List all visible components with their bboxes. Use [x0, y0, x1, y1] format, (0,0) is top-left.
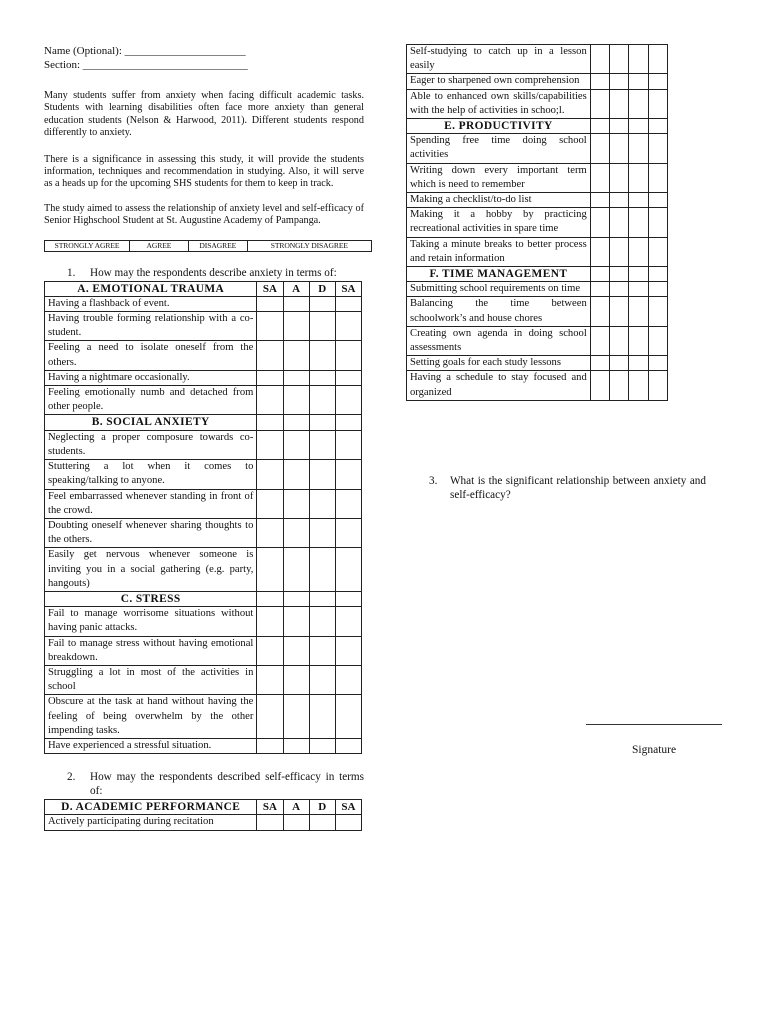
header-blank-cell: [335, 415, 361, 430]
rating-cell[interactable]: [610, 356, 629, 371]
item-text: Making a checklist/to-do list: [407, 193, 591, 208]
rating-cell[interactable]: [283, 738, 309, 753]
col-header-sa: SA: [257, 800, 283, 815]
rating-cell[interactable]: [610, 326, 629, 355]
rating-cell[interactable]: [335, 460, 361, 489]
rating-cell[interactable]: [309, 312, 335, 341]
col-header-sa: SA: [335, 800, 361, 815]
item-text: Having a nightmare occasionally.: [45, 370, 257, 385]
item-text: Having a schedule to stay focused and organized: [407, 371, 591, 400]
section-header-row: [407, 267, 668, 282]
table-row: [45, 665, 362, 694]
rating-cell[interactable]: [283, 548, 309, 592]
table-row: [45, 548, 362, 592]
rating-cell[interactable]: [590, 134, 609, 163]
rating-cell[interactable]: [283, 665, 309, 694]
rating-cell[interactable]: [257, 430, 283, 459]
header-blank-cell: [629, 119, 648, 134]
item-text: Feeling emotionally numb and detached from other people.: [45, 386, 257, 415]
rating-cell[interactable]: [335, 695, 361, 739]
item-text: Have experienced a stressful situation.: [45, 738, 257, 753]
signature-label: Signature: [632, 744, 677, 756]
scale-strongly-agree: STRONGLY AGREE: [45, 240, 130, 251]
rating-cell[interactable]: [335, 296, 361, 311]
question-text: How may the respondents describe anxiety in terms of:: [90, 266, 337, 279]
item-text: Spending free time doing school activities: [407, 134, 591, 163]
table-row: [407, 193, 668, 208]
header-blank-cell: [309, 415, 335, 430]
rating-cell[interactable]: [283, 296, 309, 311]
rating-cell[interactable]: [629, 193, 648, 208]
name-field-label: Name (Optional): ______________________: [44, 45, 246, 57]
rating-cell[interactable]: [335, 370, 361, 385]
rating-cell[interactable]: [590, 326, 609, 355]
anxiety-rating-table: [44, 281, 362, 755]
rating-cell[interactable]: [283, 607, 309, 636]
table-row: [407, 237, 668, 266]
rating-cell[interactable]: [283, 695, 309, 739]
rating-cell[interactable]: [629, 282, 648, 297]
rating-cell[interactable]: [629, 297, 648, 326]
header-blank-cell: [309, 591, 335, 606]
section-title-time-management: F. TIME MANAGEMENT: [407, 267, 591, 282]
rating-cell[interactable]: [610, 163, 629, 192]
scale-disagree: DISAGREE: [188, 240, 247, 251]
rating-cell[interactable]: [610, 297, 629, 326]
self-efficacy-table-part-2: [406, 44, 668, 401]
table-row: [407, 45, 668, 74]
table-row: [45, 738, 362, 753]
rating-cell[interactable]: [590, 282, 609, 297]
rating-cell[interactable]: [257, 607, 283, 636]
header-blank-cell: [629, 267, 648, 282]
table-row: [45, 370, 362, 385]
rating-cell[interactable]: [590, 356, 609, 371]
rating-cell[interactable]: [629, 134, 648, 163]
table-row: [45, 296, 362, 311]
rating-cell[interactable]: [257, 489, 283, 518]
header-blank-cell: [257, 591, 283, 606]
rating-cell[interactable]: [309, 518, 335, 547]
item-text: Obscure at the task at hand without having the feeling of being overwhelm by the other impending tasks.: [45, 695, 257, 739]
section-header-row: [45, 591, 362, 606]
header-blank-cell: [590, 119, 609, 134]
item-text: Feel embarrassed whenever standing in front of the crowd.: [45, 489, 257, 518]
rating-cell[interactable]: [648, 134, 667, 163]
rating-cell[interactable]: [335, 518, 361, 547]
rating-cell[interactable]: [610, 237, 629, 266]
question-text: What is the significant relationship between anxiety and self-efficacy?: [450, 475, 706, 501]
rating-cell[interactable]: [309, 738, 335, 753]
rating-cell[interactable]: [629, 356, 648, 371]
rating-cell[interactable]: [257, 636, 283, 665]
rating-cell[interactable]: [309, 815, 335, 830]
item-text: Feeling a need to isolate oneself from the others.: [45, 341, 257, 370]
rating-cell[interactable]: [610, 134, 629, 163]
col-header-a: A: [283, 800, 309, 815]
rating-cell[interactable]: [590, 45, 609, 74]
rating-cell[interactable]: [590, 237, 609, 266]
rating-cell[interactable]: [335, 430, 361, 459]
table-row: [407, 74, 668, 89]
intro-paragraph-1: Many students suffer from anxiety when facing difficult academic tasks. Students with learning disabilities often face more anxiety than general education students (Nelson & Harwood, 2011). Different students respond differently to anxiety.: [44, 90, 364, 139]
rating-cell[interactable]: [648, 74, 667, 89]
rating-cell[interactable]: [610, 74, 629, 89]
rating-cell[interactable]: [610, 193, 629, 208]
header-blank-cell: [648, 119, 667, 134]
self-efficacy-table-part-1: [44, 799, 362, 830]
item-text: Struggling a lot in most of the activities in school: [45, 665, 257, 694]
rating-cell[interactable]: [257, 460, 283, 489]
rating-cell[interactable]: [648, 371, 667, 400]
rating-cell[interactable]: [257, 312, 283, 341]
item-text: Neglecting a proper composure towards co-students.: [45, 430, 257, 459]
section-header-row: [45, 281, 362, 296]
table-row: [407, 208, 668, 237]
col-header-sa: SA: [335, 281, 361, 296]
rating-cell[interactable]: [309, 665, 335, 694]
header-blank-cell: [283, 415, 309, 430]
section-title-academic-performance: D. ACADEMIC PERFORMANCE: [45, 800, 257, 815]
question-text: How may the respondents described self-efficacy in terms of:: [90, 771, 364, 798]
rating-cell[interactable]: [309, 607, 335, 636]
rating-cell[interactable]: [257, 370, 283, 385]
rating-cell[interactable]: [335, 607, 361, 636]
table-row: [45, 489, 362, 518]
rating-cell[interactable]: [283, 430, 309, 459]
rating-cell[interactable]: [283, 386, 309, 415]
rating-cell[interactable]: [648, 89, 667, 118]
table-row: [407, 297, 668, 326]
item-text: Able to enhanced own skills/capabilities with the help of activities in schoo;l.: [407, 89, 591, 118]
rating-cell[interactable]: [309, 695, 335, 739]
rating-cell[interactable]: [283, 341, 309, 370]
item-text: Having trouble forming relationship with a co-student.: [45, 312, 257, 341]
rating-cell[interactable]: [335, 489, 361, 518]
question-2: [44, 770, 364, 798]
rating-cell[interactable]: [610, 282, 629, 297]
rating-cell[interactable]: [590, 163, 609, 192]
col-header-d: D: [309, 281, 335, 296]
rating-cell[interactable]: [590, 297, 609, 326]
rating-cell[interactable]: [629, 45, 648, 74]
rating-cell[interactable]: [257, 738, 283, 753]
rating-cell[interactable]: [335, 341, 361, 370]
table-row: [45, 460, 362, 489]
rating-cell[interactable]: [335, 636, 361, 665]
rating-cell[interactable]: [590, 74, 609, 89]
rating-cell[interactable]: [283, 312, 309, 341]
table-row: [407, 163, 668, 192]
rating-cell[interactable]: [610, 371, 629, 400]
table-row: [407, 326, 668, 355]
scale-agree: AGREE: [130, 240, 189, 251]
rating-cell[interactable]: [648, 282, 667, 297]
table-row: [45, 815, 362, 830]
intro-paragraph-2: There is a significance in assessing this study, it will provide the students information, techniques and recommendation in studying. Also, it will serve as a heads up for the upcoming SHS students for them to keep in track.: [44, 153, 364, 190]
rating-cell[interactable]: [629, 74, 648, 89]
rating-cell[interactable]: [309, 548, 335, 592]
rating-cell[interactable]: [309, 489, 335, 518]
table-row: [45, 695, 362, 739]
table-row: [45, 341, 362, 370]
rating-cell[interactable]: [590, 89, 609, 118]
rating-cell[interactable]: [335, 815, 361, 830]
rating-cell[interactable]: [629, 237, 648, 266]
header-blank-cell: [283, 591, 309, 606]
header-blank-cell: [590, 267, 609, 282]
rating-cell[interactable]: [309, 460, 335, 489]
header-blank-cell: [610, 119, 629, 134]
rating-cell[interactable]: [648, 45, 667, 74]
rating-cell[interactable]: [257, 341, 283, 370]
rating-cell[interactable]: [309, 341, 335, 370]
rating-cell[interactable]: [648, 237, 667, 266]
rating-cell[interactable]: [257, 548, 283, 592]
table-row: [45, 636, 362, 665]
rating-cell[interactable]: [648, 356, 667, 371]
signature-line[interactable]: [586, 724, 722, 725]
item-text: Stuttering a lot when it comes to speaking/talking to anyone.: [45, 460, 257, 489]
rating-cell[interactable]: [309, 386, 335, 415]
rating-cell[interactable]: [648, 297, 667, 326]
header-blank-cell: [257, 415, 283, 430]
question-number: 1.: [67, 266, 76, 279]
rating-cell[interactable]: [257, 518, 283, 547]
question-number: 3.: [429, 475, 438, 487]
rating-cell[interactable]: [629, 208, 648, 237]
left-column: [44, 44, 364, 831]
item-text: Actively participating during recitation: [45, 815, 257, 830]
rating-cell[interactable]: [309, 370, 335, 385]
table-row: [407, 134, 668, 163]
rating-cell[interactable]: [590, 371, 609, 400]
rating-cell[interactable]: [283, 489, 309, 518]
section-header-row: [407, 119, 668, 134]
item-text: Balancing the time between schoolwork’s and house chores: [407, 297, 591, 326]
rating-cell[interactable]: [335, 738, 361, 753]
section-field-label: Section: ______________________________: [44, 59, 248, 71]
rating-cell[interactable]: [648, 326, 667, 355]
rating-cell[interactable]: [648, 193, 667, 208]
table-row: [407, 282, 668, 297]
rating-cell[interactable]: [283, 370, 309, 385]
rating-cell[interactable]: [309, 636, 335, 665]
item-text: Fail to manage stress without having emotional breakdown.: [45, 636, 257, 665]
header-blank-cell: [335, 591, 361, 606]
rating-cell[interactable]: [629, 371, 648, 400]
section-title-stress: C. STRESS: [45, 591, 257, 606]
rating-cell[interactable]: [629, 326, 648, 355]
rating-cell[interactable]: [283, 518, 309, 547]
rating-cell[interactable]: [309, 430, 335, 459]
item-text: Eager to sharpened own comprehension: [407, 74, 591, 89]
table-row: [407, 371, 668, 400]
item-text: Self-studying to catch up in a lesson easily: [407, 45, 591, 74]
header-blank-cell: [610, 267, 629, 282]
item-text: Taking a minute breaks to better process and retain information: [407, 237, 591, 266]
item-text: Writing down every important term which is need to remember: [407, 163, 591, 192]
rating-cell[interactable]: [629, 163, 648, 192]
col-header-sa: SA: [257, 281, 283, 296]
rating-cell[interactable]: [610, 208, 629, 237]
table-row: [45, 430, 362, 459]
item-text: Doubting oneself whenever sharing thoughts to the others.: [45, 518, 257, 547]
table-row: [407, 356, 668, 371]
rating-cell[interactable]: [335, 386, 361, 415]
item-text: Easily get nervous whenever someone is inviting you in a social gathering (e.g. party, hangouts): [45, 548, 257, 592]
rating-cell[interactable]: [257, 815, 283, 830]
section-header-row: [45, 415, 362, 430]
table-row: [45, 386, 362, 415]
rating-cell[interactable]: [590, 193, 609, 208]
rating-cell[interactable]: [257, 296, 283, 311]
section-title-productivity: E. PRODUCTIVITY: [407, 119, 591, 134]
rating-cell[interactable]: [648, 163, 667, 192]
rating-cell[interactable]: [283, 815, 309, 830]
scale-strongly-disagree: STRONGLY DISAGREE: [247, 240, 371, 251]
rating-scale-legend: [44, 240, 372, 252]
question-1: [44, 266, 364, 280]
question-3-block: [406, 474, 706, 502]
rating-cell[interactable]: [629, 89, 648, 118]
table-row: [45, 607, 362, 636]
item-text: Submitting school requirements on time: [407, 282, 591, 297]
rating-cell[interactable]: [257, 665, 283, 694]
item-text: Making it a hobby by practicing recreational activities in spare time: [407, 208, 591, 237]
rating-cell[interactable]: [283, 636, 309, 665]
table-row: [45, 518, 362, 547]
rating-cell[interactable]: [257, 386, 283, 415]
rating-cell[interactable]: [648, 208, 667, 237]
item-text: Creating own agenda in doing school assessments: [407, 326, 591, 355]
section-header-row: [45, 800, 362, 815]
question-3: [406, 474, 706, 502]
header-blank-cell: [648, 267, 667, 282]
rating-cell[interactable]: [309, 296, 335, 311]
col-header-d: D: [309, 800, 335, 815]
rating-cell[interactable]: [610, 89, 629, 118]
rating-cell[interactable]: [283, 460, 309, 489]
rating-cell[interactable]: [335, 548, 361, 592]
right-column: [406, 44, 668, 401]
section-title-social-anxiety: B. SOCIAL ANXIETY: [45, 415, 257, 430]
col-header-a: A: [283, 281, 309, 296]
item-text: Fail to manage worrisome situations without having panic attacks.: [45, 607, 257, 636]
rating-cell[interactable]: [590, 208, 609, 237]
question-number: 2.: [67, 771, 76, 784]
item-text: Having a flashback of event.: [45, 296, 257, 311]
table-row: [407, 89, 668, 118]
rating-cell[interactable]: [335, 665, 361, 694]
intro-paragraph-3: The study aimed to assess the relationship of anxiety level and self-efficacy of Senior Highschool Student at St. Augustine Academy of Pampanga.: [44, 202, 364, 227]
rating-cell[interactable]: [335, 312, 361, 341]
table-row: [45, 312, 362, 341]
item-text: Setting goals for each study lessons: [407, 356, 591, 371]
rating-cell[interactable]: [257, 695, 283, 739]
section-title-emotional-trauma: A. EMOTIONAL TRAUMA: [45, 281, 257, 296]
rating-cell[interactable]: [610, 45, 629, 74]
